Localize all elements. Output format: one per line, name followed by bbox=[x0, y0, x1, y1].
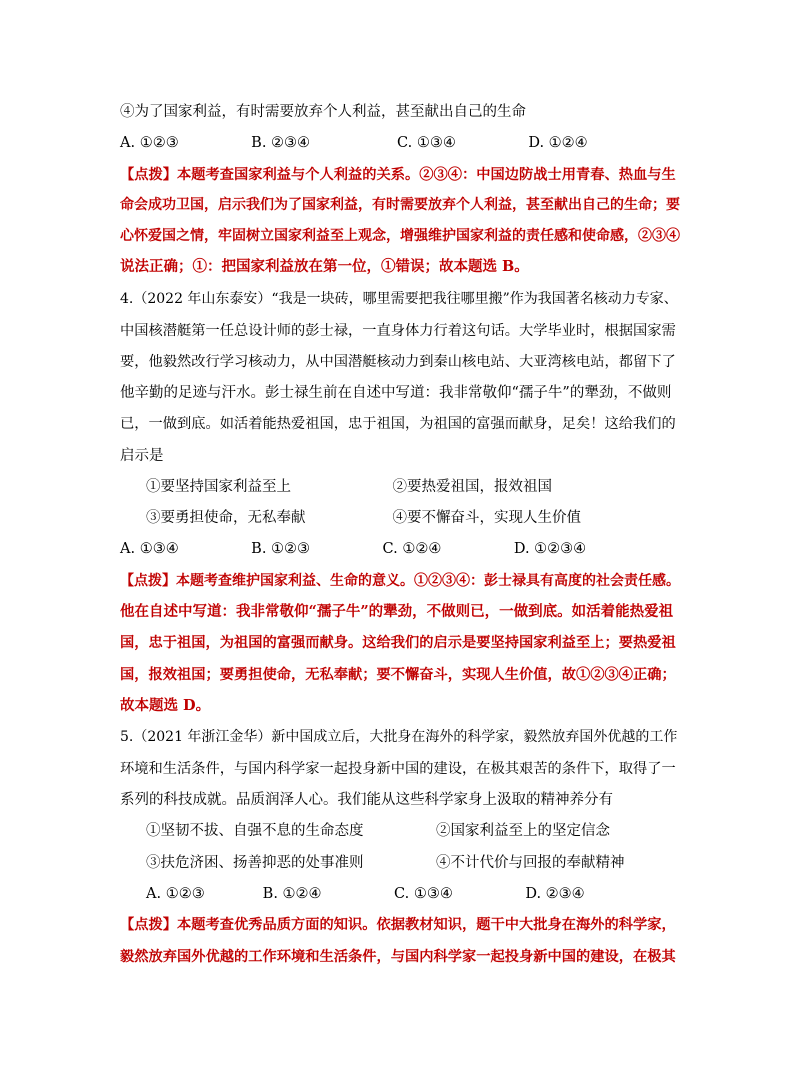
hint-question-3-line-1: 【点拨】本题考查国家利益与个人利益的关系。②③④：中国边防战士用青春、热血与生 bbox=[120, 167, 676, 183]
hint-question-4-line-2: 他在自述中写道：我非常敬仰“孺子牛”的犟劲，不做则已，一做到底。如活着能热爱祖 bbox=[120, 603, 674, 620]
hint-question-4-line-4: 国，报效祖国；要勇担使命，无私奉献；要不懈奋斗，实现人生价值，故①②③④正确； bbox=[120, 667, 676, 683]
hint-question-4-line-5: 故本题选 D。 bbox=[120, 697, 211, 714]
question-5-statements-3-4: ③扶危济困、扬善抑恶的处事准则 ④不计代价与回报的奉献精神 bbox=[146, 855, 625, 871]
question-4-line-4: 他辛勤的足迹与汗水。彭士禄生前在自述中写道：我非常敬仰“孺子牛”的犟劲，不做则 bbox=[120, 385, 672, 401]
question-4-statements-3-4: ③要勇担使命，无私奉献 ④要不懈奋斗，实现人生价值 bbox=[146, 510, 581, 526]
question-5-statements-1-2: ①坚韧不拔、自强不息的生命态度 ②国家利益至上的坚定信念 bbox=[146, 823, 610, 839]
hint-question-3-line-2: 命会成功卫国，启示我们为了国家利益，有时需要放弃个人利益，甚至献出自己的生命；要 bbox=[120, 197, 680, 213]
hint-question-4-line-3: 国，忠于祖国，为祖国的富强而献身。这给我们的启示是要坚持国家利益至上；要热爱祖 bbox=[120, 635, 676, 651]
question-5-line-2: 环境和生活条件，与国内科学家一起投身新中国的建设，在极其艰苦的条件下，取得了一 bbox=[120, 761, 676, 777]
statement-4-question-3: ④为了国家利益，有时需要放弃个人利益，甚至献出自己的生命 bbox=[120, 104, 526, 120]
question-5-line-1: 5.（2021 年浙江金华）新中国成立后，大批身在海外的科学家，毅然放弃国外优越的工作 bbox=[120, 729, 678, 745]
hint-question-5-line-1: 【点拨】本题考查优秀品质方面的知识。依据教材知识，题干中大批身在海外的科学家， bbox=[120, 917, 676, 933]
question-4-line-1: 4.（2022 年山东泰安）“我是一块砖，哪里需要把我往哪里搬”作为我国著名核动力专家、 bbox=[120, 291, 678, 307]
hint-question-3-line-3: 心怀爱国之情，牢固树立国家利益至上观念，增强维护国家利益的责任感和使命感，②③④ bbox=[120, 228, 680, 244]
hint-question-5-line-2: 毅然放弃国外优越的工作环境和生活条件，与国内科学家一起投身新中国的建设，在极其 bbox=[120, 949, 676, 965]
question-4-statements-1-2: ①要坚持国家利益至上 ②要热爱祖国，报效祖国 bbox=[146, 479, 552, 495]
question-4-line-6: 启示是 bbox=[120, 448, 164, 464]
answer-options-question-4: A. ①③④ B. ①②③ C. ①②④ D. ①②③④ bbox=[120, 541, 587, 557]
hint-question-4-line-1: 【点拨】本题考查维护国家利益、生命的意义。①②③④：彭士禄具有高度的社会责任感。 bbox=[120, 573, 680, 589]
answer-options-question-3: A. ①②③ B. ②③④ C. ①③④ D. ①②④ bbox=[120, 135, 588, 151]
question-4-line-3: 要，他毅然改行学习核动力，从中国潜艇核动力到秦山核电站、大亚湾核电站，都留下了 bbox=[120, 354, 676, 370]
hint-question-3-line-4: 说法正确；①：把国家利益放在第一位，①错误；故本题选 B。 bbox=[120, 258, 529, 275]
answer-options-question-5: A. ①②③ B. ①②④ C. ①③④ D. ②③④ bbox=[146, 886, 585, 902]
question-5-line-3: 系列的科技成就。品质润泽人心。我们能从这些科学家身上汲取的精神养分有 bbox=[120, 792, 613, 808]
question-4-line-2: 中国核潜艇第一任总设计师的彭士禄，一直身体力行着这句话。大学毕业时，根据国家需 bbox=[120, 323, 676, 339]
question-4-line-5: 已，一做到底。如活着能热爱祖国，忠于祖国，为祖国的富强而献身，足矣！这给我们的 bbox=[120, 416, 676, 432]
